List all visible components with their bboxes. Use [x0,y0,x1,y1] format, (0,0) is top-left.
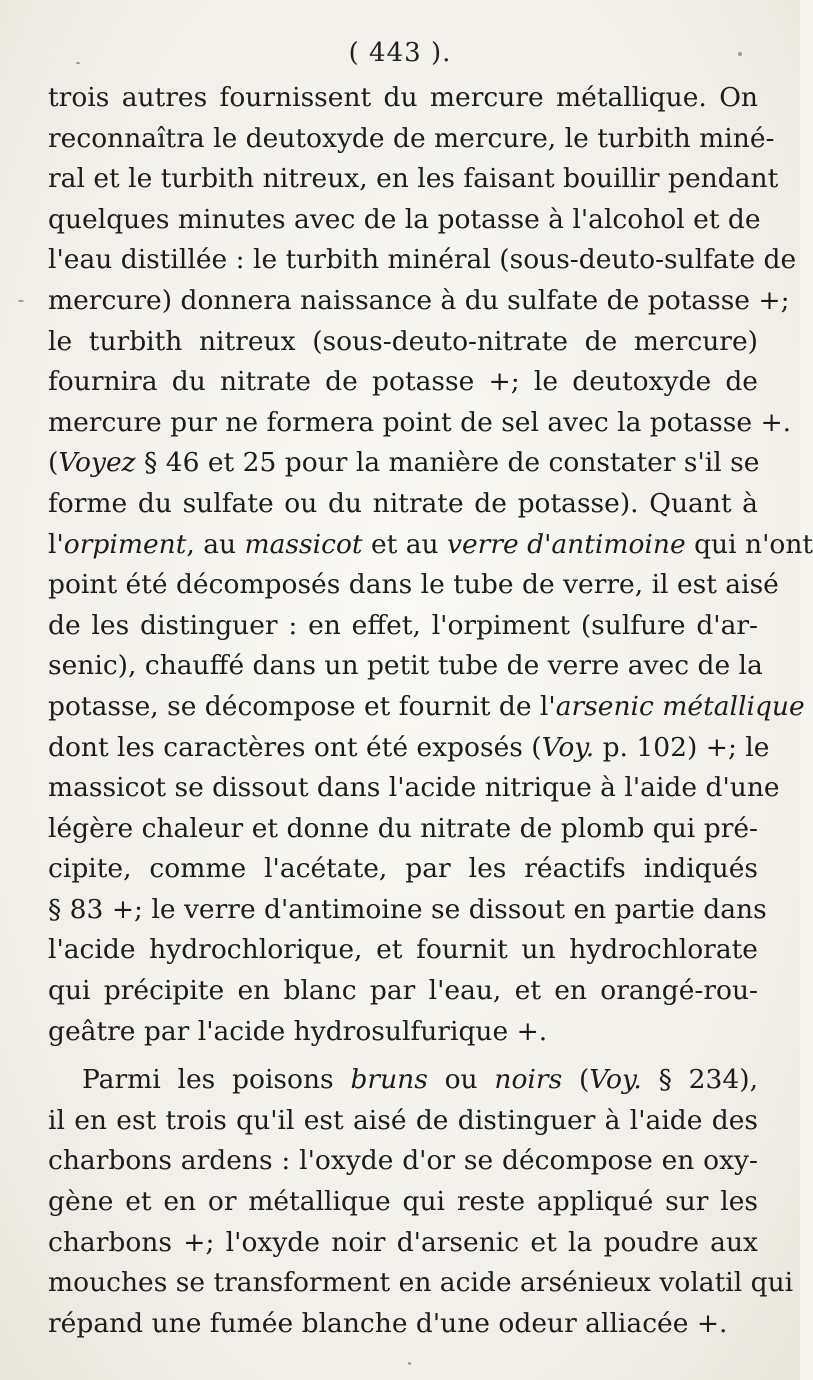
text-line: l'eau distillée : le turbith minéral (sous-deuto-sulfate de [48,244,797,276]
text-line: point été décomposés dans le tube de verre, il est aisé [48,569,779,601]
text-line: l'acide hydrochlorique, et fournit un hydrochlorate [48,934,758,966]
text-line: forme du sulfate ou du nitrate de potasse). Quant à [48,487,758,519]
text-line: mercure pur ne formera point de sel avec la potasse +. [48,406,792,438]
text-line: charbons +; l'oxyde noir d'arsenic et la poudre aux [48,1226,758,1258]
text-line: dont les caractères ont été exposés (Voy. p. 102) +; le [48,731,770,763]
text-line: senic), chauffé dans un petit tube de verre avec de la [48,650,763,682]
text-line: le turbith nitreux (sous-deuto-nitrate de mercure) [48,325,758,357]
text-line: § 83 +; le verre d'antimoine se dissout en partie dans [48,893,767,925]
text-line: massicot se dissout dans l'acide nitrique à l'aide d'une [48,772,780,804]
text-line: l'orpiment, au massicot et au verre d'antimoine qui n'ont [48,528,813,560]
ink-speck [18,300,24,302]
text-line: potasse, se décompose et fournit de l'arsenic métallique [48,690,805,722]
text-line: ral et le turbith nitreux, en les faisant bouillir pendant [48,163,779,195]
text-line: trois autres fournissent du mercure métallique. On [48,82,758,113]
text-line: geâtre par l'acide hydrosulfurique +. [48,1015,548,1047]
text-line: il en est trois qu'il est aisé de distinguer à l'aide des [48,1104,758,1136]
text-line: charbons ardens : l'oxyde d'or se décompose en oxy- [48,1145,758,1177]
text-line: légère chaleur et donne du nitrate de plomb qui pré- [48,812,758,844]
text-line: gène et en or métallique qui reste appliqué sur les [48,1186,758,1218]
body-text [48,78,813,1344]
text-line: de les distinguer : en effet, l'orpiment (sulfure d'ar- [48,609,758,641]
paragraph-gap [48,1052,758,1060]
text-line: qui précipite en blanc par l'eau, et en orangé-rou- [48,975,758,1007]
ink-speck [408,1362,411,1365]
text-line: Parmi les poisons bruns ou noirs (Voy. § 234), [82,1064,758,1096]
text-line: mercure) donnera naissance à du sulfate de potasse +; [48,284,790,316]
ink-speck [738,52,742,56]
text-line: quelques minutes avec de la potasse à l'alcohol et de [48,203,761,235]
page-number: ( 443 ). [348,38,452,68]
ink-speck [76,62,80,64]
text-line: (Voyez § 46 et 25 pour la manière de constater s'il se [48,447,760,479]
text-line: reconnaîtra le deutoxyde de mercure, le turbith miné- [48,122,775,154]
text-line: fournira du nitrate de potasse +; le deutoxyde de [48,366,758,398]
text-line: répand une fumée blanche d'une odeur alliacée +. [48,1307,728,1339]
text-line: mouches se transforment en acide arsénieux volatil qui [48,1267,794,1299]
text-line: cipite, comme l'acétate, par les réactifs indiqués [48,853,758,885]
